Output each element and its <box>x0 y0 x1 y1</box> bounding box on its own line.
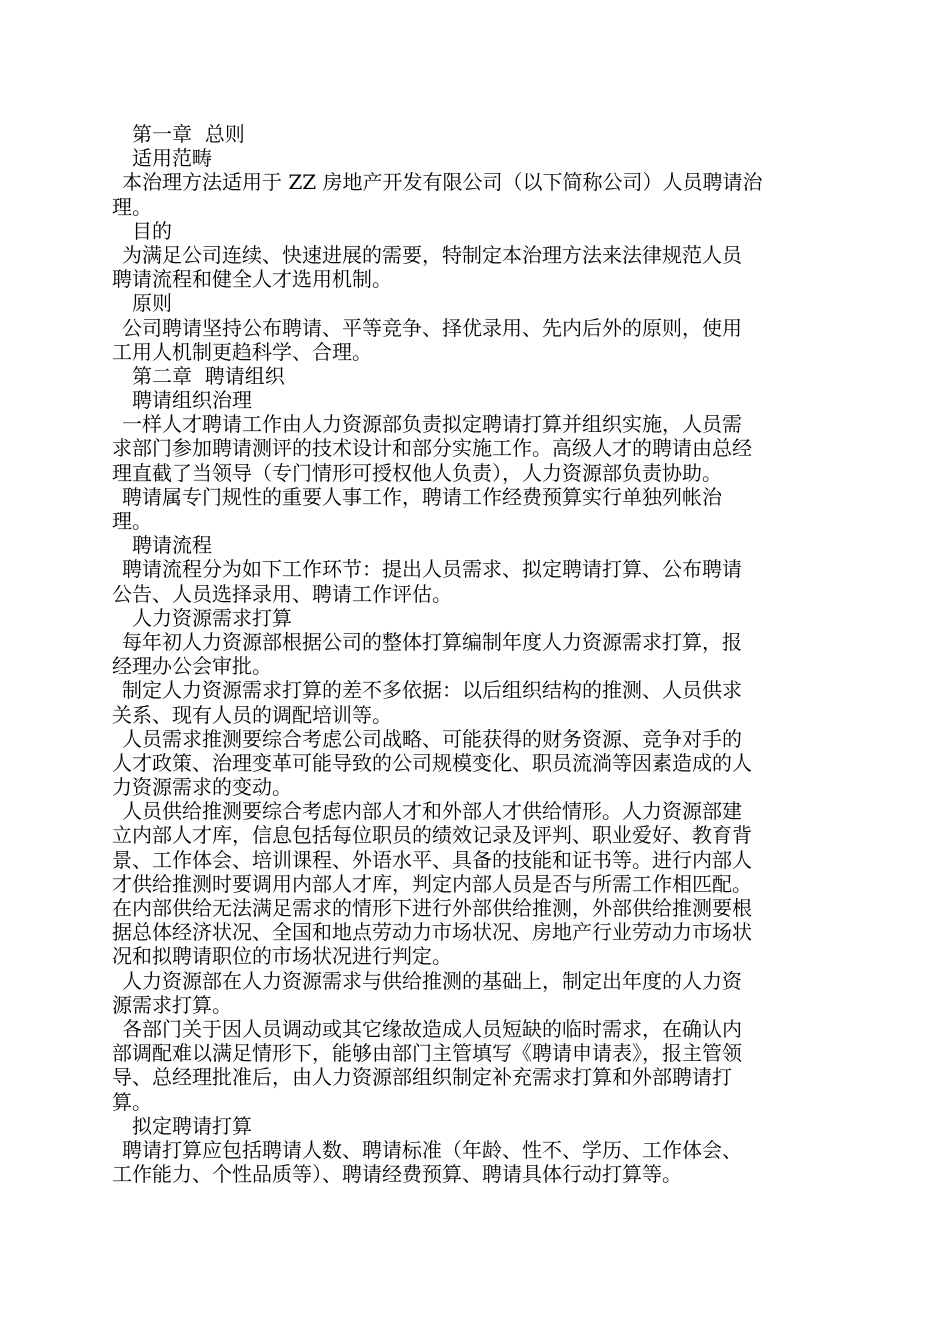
section-heading: 拟定聘请打算 <box>132 1113 252 1138</box>
section-heading: 第二章 聘请组织 <box>132 363 285 388</box>
text-line: 在内部供给无法满足需求的情形下进行外部供给推测，外部供给推测要根 <box>112 896 752 920</box>
text-line: 人才政策、治理变革可能导致的公司规模变化、职员流淌等因素造成的人 <box>112 750 752 775</box>
text-line: 聘请流程分为如下工作环节：提出人员需求、拟定聘请打算、公布聘请 <box>122 557 742 582</box>
text-line: 一样人才聘请工作由人力资源部负责拟定聘请打算并组织实施，人员需 <box>122 412 742 437</box>
text-line: 聘请打算应包括聘请人数、聘请标准（年龄、性不、学历、工作体会、 <box>122 1137 742 1162</box>
section-heading: 人力资源需求打算 <box>132 605 292 630</box>
section-heading: 适用范畴 <box>132 146 212 171</box>
text-line: 工用人机制更趋科学、合理。 <box>112 339 372 364</box>
text-line: 据总体经济状况、全国和地点劳动力市场状况、房地产行业劳动力市场状 <box>112 920 752 945</box>
section-heading: 聘请流程 <box>132 533 212 558</box>
text-line: 关系、现有人员的调配培训等。 <box>112 702 392 727</box>
section-heading: 第一章 总则 <box>132 122 245 146</box>
text-line: 各部门关于因人员调动或其它缘故造成人员短缺的临时需求，在确认内 <box>122 1016 742 1041</box>
text-line: 理。 <box>112 194 152 219</box>
text-line: 算。 <box>112 1089 152 1114</box>
text-line: 人员需求推测要综合考虑公司战略、可能获得的财务资源、竞争对手的 <box>122 726 742 751</box>
section-heading: 原则 <box>132 291 172 316</box>
text-line: 人员供给推测要综合考虑内部人才和外部人才供给情形。人力资源部建 <box>122 799 742 824</box>
text-line: 部调配难以满足情形下，能够由部门主管填写《聘请申请表》，报主管领 <box>112 1041 742 1066</box>
text-line: 理直截了当领导（专门情形可授权他人负责），人力资源部负责协助。 <box>112 460 722 485</box>
text-line: 为满足公司连续、快速进展的需要，特制定本治理方法来法律规范人员 <box>122 242 742 267</box>
text-line: 公告、人员选择录用、聘请工作评估。 <box>112 581 452 606</box>
text-line: 况和拟聘请职位的市场状况进行判定。 <box>112 944 452 969</box>
text-line: 制定人力资源需求打算的差不多依据：以后组织结构的推测、人员供求 <box>122 678 742 703</box>
section-heading: 聘请组织治理 <box>132 388 252 413</box>
text-line: 景、工作体会、培训课程、外语水平、具备的技能和证书等。进行内部人 <box>112 847 752 872</box>
text-line: 本治理方法适用于 ZZ 房地产开发有限公司（以下简称公司）人员聘请治 <box>122 170 763 195</box>
text-line: 公司聘请坚持公布聘请、平等竞争、择优录用、先内后外的原则，使用 <box>122 315 742 340</box>
text-line: 力资源需求的变动。 <box>112 775 292 800</box>
text-line: 聘请流程和健全人才选用机制。 <box>112 267 392 292</box>
section-heading: 目的 <box>132 218 172 243</box>
text-line: 人力资源部在人力资源需求与供给推测的基础上，制定出年度的人力资 <box>122 968 742 993</box>
text-line: 工作能力、个性品质等）、聘请经费预算、聘请具体行动打算等。 <box>112 1162 682 1187</box>
text-line: 每年初人力资源部根据公司的整体打算编制年度人力资源需求打算，报 <box>122 629 742 654</box>
text-line: 导、总经理批准后，由人力资源部组织制定补充需求打算和外部聘请打 <box>112 1065 732 1090</box>
text-line: 求部门参加聘请测评的技术设计和部分实施工作。高级人才的聘请由总经 <box>112 436 752 461</box>
text-line: 理。 <box>112 509 152 533</box>
text-line: 源需求打算。 <box>112 992 232 1017</box>
text-line: 聘请属专门规性的重要人事工作，聘请工作经费预算实行单独列帐治 <box>122 484 722 509</box>
text-line: 经理办公会审批。 <box>112 654 272 679</box>
text-line: 才供给推测时要调用内部人才库，判定内部人员是否与所需工作相匹配。 <box>112 871 752 896</box>
text-line: 立内部人才库，信息包括每位职员的绩效记录及评判、职业爱好、教育背 <box>112 823 752 848</box>
document-body <box>112 122 828 1186</box>
